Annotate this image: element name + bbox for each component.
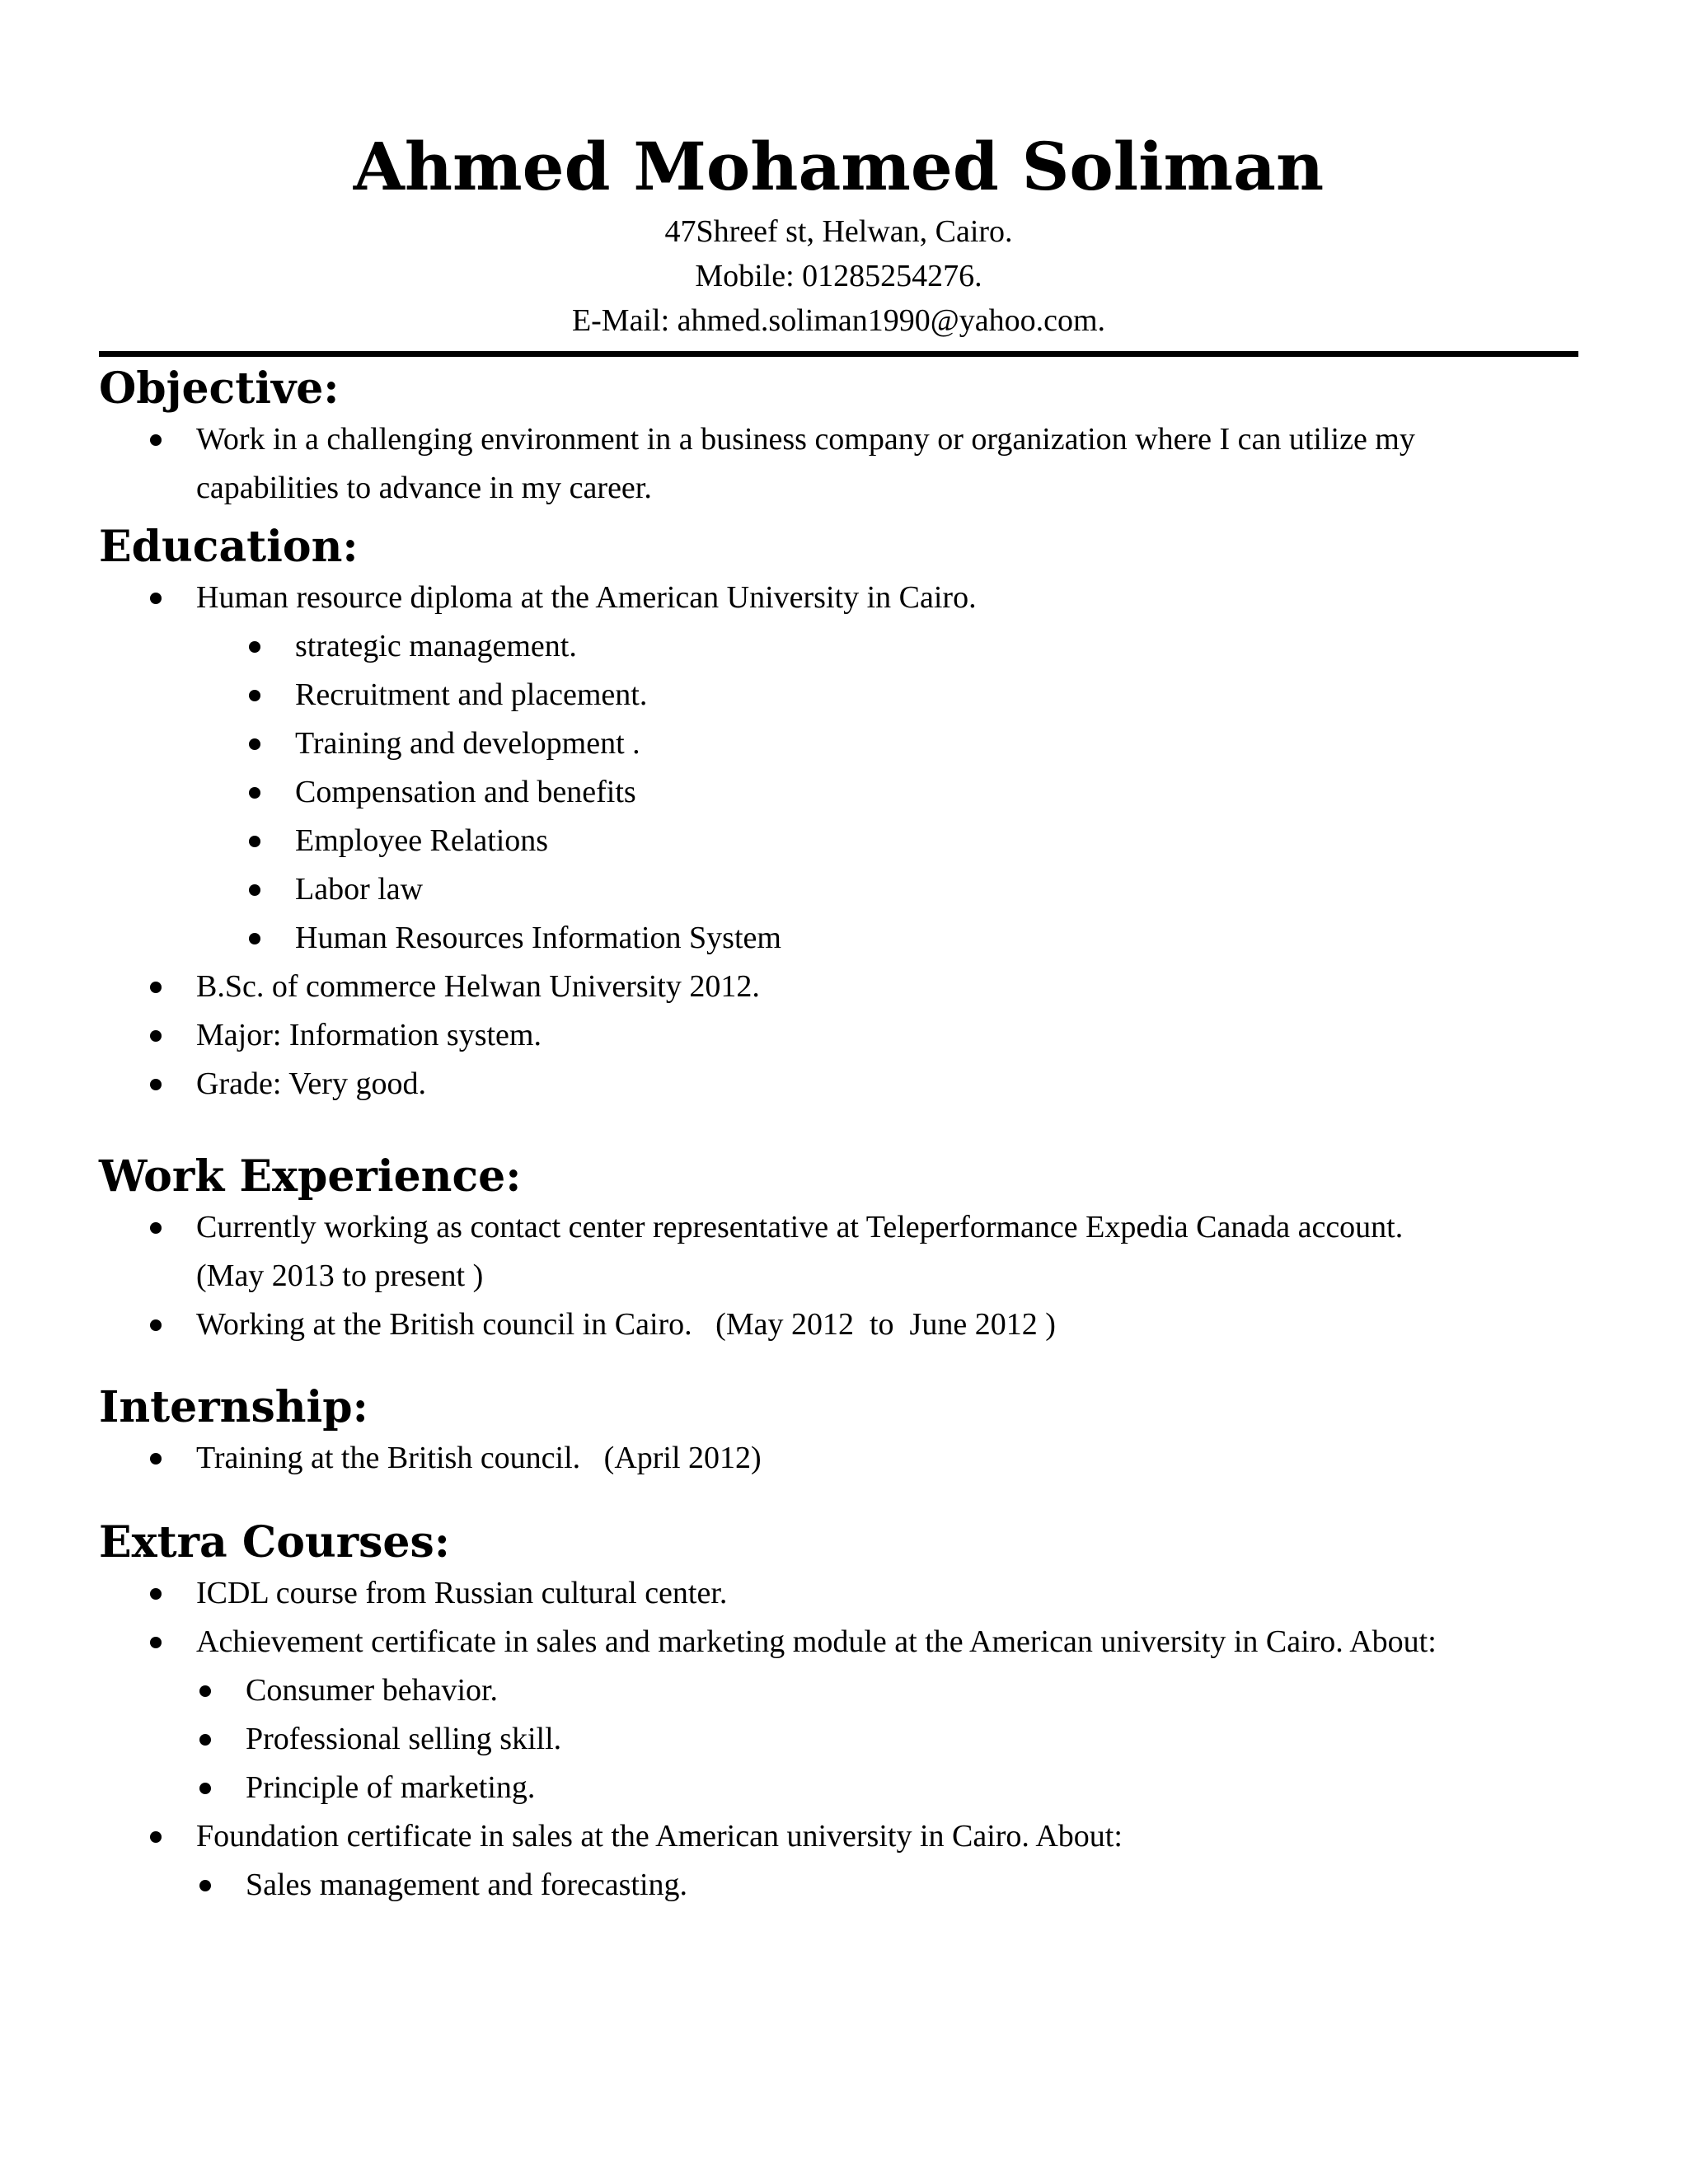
internship-title: Internship: bbox=[99, 1382, 368, 1432]
work-experience-list bbox=[99, 1203, 1582, 1349]
diploma-topic: Recruitment and placement. bbox=[295, 677, 648, 712]
list-item bbox=[99, 865, 1582, 914]
bullet-icon bbox=[150, 1222, 162, 1234]
bullet-icon bbox=[199, 1783, 211, 1794]
list-item bbox=[99, 1011, 1582, 1060]
list-item bbox=[99, 1301, 1582, 1349]
bullet-icon bbox=[150, 1831, 162, 1843]
bullet-icon bbox=[249, 690, 260, 701]
list-item bbox=[99, 1715, 1582, 1764]
bullet-icon bbox=[249, 884, 260, 896]
list-item bbox=[99, 622, 1582, 671]
bullet-icon bbox=[199, 1880, 211, 1891]
education-item: Human resource diploma at the American University in Cairo. bbox=[196, 580, 977, 615]
list-item bbox=[99, 963, 1582, 1011]
work-item: Working at the British council in Cairo. (May 2012 to June 2012 ) bbox=[196, 1307, 1056, 1342]
education-item: Major: Information system. bbox=[196, 1018, 542, 1052]
diploma-topic: Employee Relations bbox=[295, 823, 549, 858]
work-item-line-1: Currently working as contact center representative at Teleperformance Expedia Canada account. bbox=[196, 1210, 1404, 1244]
list-item bbox=[99, 914, 1582, 963]
extra-courses-section bbox=[99, 1516, 1582, 1910]
bullet-icon bbox=[150, 1453, 162, 1465]
education-section bbox=[99, 521, 1582, 1108]
list-item bbox=[99, 574, 1582, 622]
work-experience-title: Work Experience: bbox=[99, 1151, 522, 1202]
candidate-name: Ahmed Mohamed Soliman bbox=[353, 128, 1325, 205]
list-item bbox=[99, 1812, 1582, 1861]
bullet-icon bbox=[249, 738, 260, 750]
internship-section bbox=[99, 1381, 1582, 1483]
bullet-icon bbox=[150, 1030, 162, 1042]
list-item bbox=[99, 1666, 1582, 1715]
course-item: Foundation certificate in sales at the American university in Cairo. About: bbox=[196, 1819, 1123, 1854]
objective-line-2: capabilities to advance in my career. bbox=[196, 471, 652, 505]
extra-courses-title: Extra Courses: bbox=[99, 1517, 450, 1568]
education-list bbox=[99, 574, 1582, 1108]
bullet-icon bbox=[249, 641, 260, 653]
course-topic: Professional selling skill. bbox=[246, 1722, 562, 1756]
list-item bbox=[99, 1861, 1582, 1910]
objective-line-1: Work in a challenging environment in a business company or organization where I can utilize my bbox=[196, 422, 1415, 457]
list-item bbox=[99, 1618, 1582, 1666]
internship-item: Training at the British council. (April 2012) bbox=[196, 1441, 762, 1475]
bullet-icon bbox=[150, 1319, 162, 1331]
diploma-topic: Labor law bbox=[295, 872, 424, 907]
course-item: Achievement certificate in sales and marketing module at the American university in Cairo. About: bbox=[196, 1624, 1437, 1659]
list-item bbox=[99, 768, 1582, 817]
course-topic: Consumer behavior. bbox=[246, 1673, 499, 1708]
bullet-icon bbox=[150, 593, 162, 604]
work-experience-section bbox=[99, 1151, 1582, 1349]
bullet-icon bbox=[150, 1637, 162, 1648]
diploma-topic: Human Resources Information System bbox=[295, 921, 781, 955]
list-item bbox=[99, 1434, 1582, 1483]
internship-list bbox=[99, 1434, 1582, 1483]
list-item bbox=[99, 1060, 1582, 1108]
bullet-icon bbox=[150, 434, 162, 446]
objective-title: Objective: bbox=[99, 363, 340, 414]
address: 47Shreef st, Helwan, Cairo. bbox=[664, 214, 1013, 249]
bullet-icon bbox=[199, 1685, 211, 1697]
resume-header bbox=[99, 124, 1578, 343]
list-item bbox=[99, 1764, 1582, 1812]
objective-list bbox=[99, 415, 1582, 513]
course-topic: Principle of marketing. bbox=[246, 1770, 536, 1805]
bullet-icon bbox=[150, 1588, 162, 1600]
objective-section bbox=[99, 363, 1582, 513]
education-item: Grade: Very good. bbox=[196, 1066, 426, 1101]
education-title: Education: bbox=[99, 522, 359, 572]
list-item bbox=[99, 415, 1582, 513]
bullet-icon bbox=[249, 836, 260, 847]
bullet-icon bbox=[150, 982, 162, 993]
list-item bbox=[99, 817, 1582, 865]
education-item: B.Sc. of commerce Helwan University 2012. bbox=[196, 969, 760, 1004]
bullet-icon bbox=[249, 787, 260, 799]
list-item bbox=[99, 1569, 1582, 1618]
diploma-topic: Training and development . bbox=[295, 726, 640, 761]
diploma-topic: strategic management. bbox=[295, 629, 577, 663]
list-item bbox=[99, 1203, 1582, 1301]
bullet-icon bbox=[199, 1734, 211, 1746]
email: E-Mail: ahmed.soliman1990@yahoo.com. bbox=[571, 303, 1106, 338]
work-item-line-2: (May 2013 to present ) bbox=[196, 1258, 484, 1293]
bullet-icon bbox=[150, 1079, 162, 1090]
course-item: ICDL course from Russian cultural center. bbox=[196, 1576, 728, 1610]
mobile: Mobile: 01285254276. bbox=[695, 259, 982, 293]
extra-courses-list bbox=[99, 1569, 1582, 1910]
list-item bbox=[99, 671, 1582, 719]
list-item bbox=[99, 719, 1582, 768]
bullet-icon bbox=[249, 933, 260, 944]
header-divider bbox=[99, 351, 1578, 357]
course-topic: Sales management and forecasting. bbox=[246, 1868, 688, 1902]
diploma-topic: Compensation and benefits bbox=[295, 775, 636, 809]
